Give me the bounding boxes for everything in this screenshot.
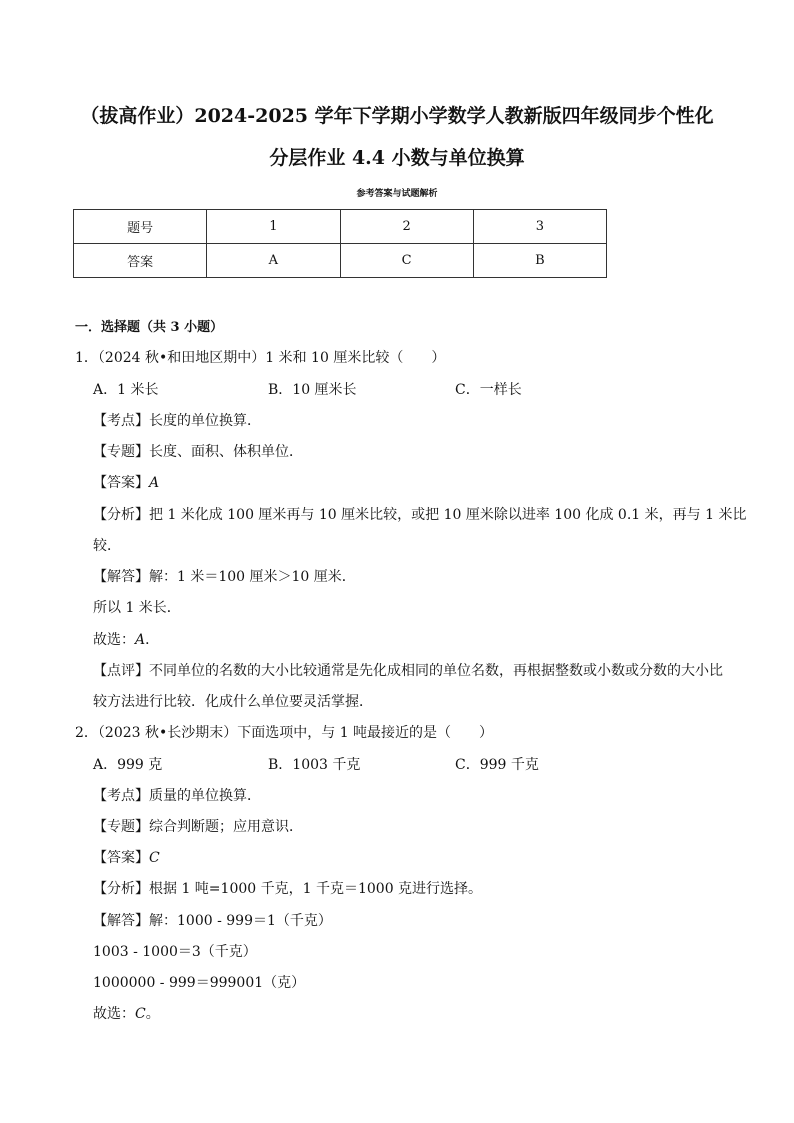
section-heading: 一．选择题（共 3 小题） (75, 320, 224, 335)
daan-tag: 【答案】 (93, 475, 149, 491)
question-2-solution-line3: 1000000 - 999＝999001（克） (93, 975, 306, 991)
question-2-solution-line2: 1003 - 1000＝3（千克） (93, 944, 257, 960)
choice-suffix: ． (145, 632, 160, 648)
question-2-option-a: A．999 克 (93, 757, 163, 773)
zhuanti-text: 长度、面积、体积单位． (149, 444, 303, 460)
choice-answer: A (135, 632, 146, 648)
daan-text: C (149, 850, 160, 866)
question-2-option-b: B．1003 千克 (268, 757, 361, 773)
jieda-tag: 【解答】 (93, 913, 149, 929)
zhuanti-tag: 【专题】 (93, 444, 149, 460)
question-1-answer (93, 473, 159, 493)
question-2-solution-line4 (93, 1004, 160, 1024)
question-1-option-c: C．一样长 (455, 382, 522, 398)
answer-table-answer-row (74, 244, 607, 278)
question-1-kaodian (93, 411, 261, 431)
choice-prefix: 故选： (93, 632, 135, 648)
question-2-zhuanti (93, 817, 303, 837)
table-cell: 2 (340, 210, 473, 244)
choice-suffix: 。 (145, 1006, 160, 1022)
table-cell: C (340, 244, 473, 278)
fenxi-text: 把 1 米化成 100 厘米再与 10 厘米比较，或把 10 厘米除以进率 100 化成 0.1 米，再与 1 米比 (149, 507, 747, 523)
fenxi-text: 根据 1 吨=1000 千克，1 千克＝1000 克进行选择。 (149, 881, 483, 897)
question-1-solution-line3 (93, 630, 159, 650)
answer-table (73, 209, 607, 278)
fenxi-tag: 【分析】 (93, 507, 149, 523)
question-2-analysis (93, 879, 482, 899)
jieda-text: 解：1000 - 999＝1（千克） (149, 913, 332, 929)
choice-prefix: 故选： (93, 1006, 135, 1022)
question-2-stem: 2．（2023 秋•长沙期末）下面选项中，与 1 吨最接近的是（ ） (75, 725, 494, 741)
question-2-solution (93, 911, 332, 931)
daan-text: A (149, 475, 160, 491)
choice-answer: C (135, 1006, 146, 1022)
kaodian-tag: 【考点】 (93, 788, 149, 804)
daan-tag: 【答案】 (93, 850, 149, 866)
document-title-line1: （拔高作业）2024-2025 学年下学期小学数学人教新版四年级同步个性化 (80, 105, 714, 127)
question-1-solution (93, 567, 356, 587)
table-cell: 3 (473, 210, 606, 244)
answer-table-header-row (74, 210, 607, 244)
kaodian-text: 长度的单位换算． (149, 413, 261, 429)
question-1-stem: 1．（2024 秋•和田地区期中）1 米和 10 厘米比较（ ） (75, 350, 446, 366)
question-2-answer (93, 848, 160, 868)
question-1-option-b: B．10 厘米长 (268, 382, 357, 398)
dianping-tag: 【点评】 (93, 663, 149, 679)
question-1-analysis (93, 505, 746, 525)
question-1-comment-cont: 较方法进行比较．化成什么单位要灵活掌握． (93, 694, 373, 710)
kaodian-text: 质量的单位换算． (149, 788, 261, 804)
question-1-zhuanti (93, 442, 303, 462)
kaodian-tag: 【考点】 (93, 413, 149, 429)
question-2-option-c: C．999 千克 (455, 757, 539, 773)
table-cell: 题号 (74, 210, 207, 244)
table-cell: 答案 (74, 244, 207, 278)
question-1-analysis-cont: 较． (93, 538, 121, 554)
table-cell: 1 (207, 210, 340, 244)
zhuanti-text: 综合判断题；应用意识． (149, 819, 303, 835)
table-cell: A (207, 244, 340, 278)
dianping-text: 不同单位的名数的大小比较通常是先化成相同的单位名数，再根据整数或小数或分数的大小比 (149, 663, 723, 679)
jieda-tag: 【解答】 (93, 569, 149, 585)
table-cell: B (473, 244, 606, 278)
question-2-kaodian (93, 786, 261, 806)
document-subtitle: 参考答案与试题解析 (356, 189, 438, 199)
document-title-line2: 分层作业 4.4 小数与单位换算 (269, 147, 525, 169)
question-1-solution-line2: 所以 1 米长． (93, 600, 181, 616)
question-1-option-a: A．1 米长 (93, 382, 159, 398)
jieda-text: 解：1 米＝100 厘米＞10 厘米． (149, 569, 356, 585)
zhuanti-tag: 【专题】 (93, 819, 149, 835)
question-1-comment (93, 661, 723, 681)
fenxi-tag: 【分析】 (93, 881, 149, 897)
